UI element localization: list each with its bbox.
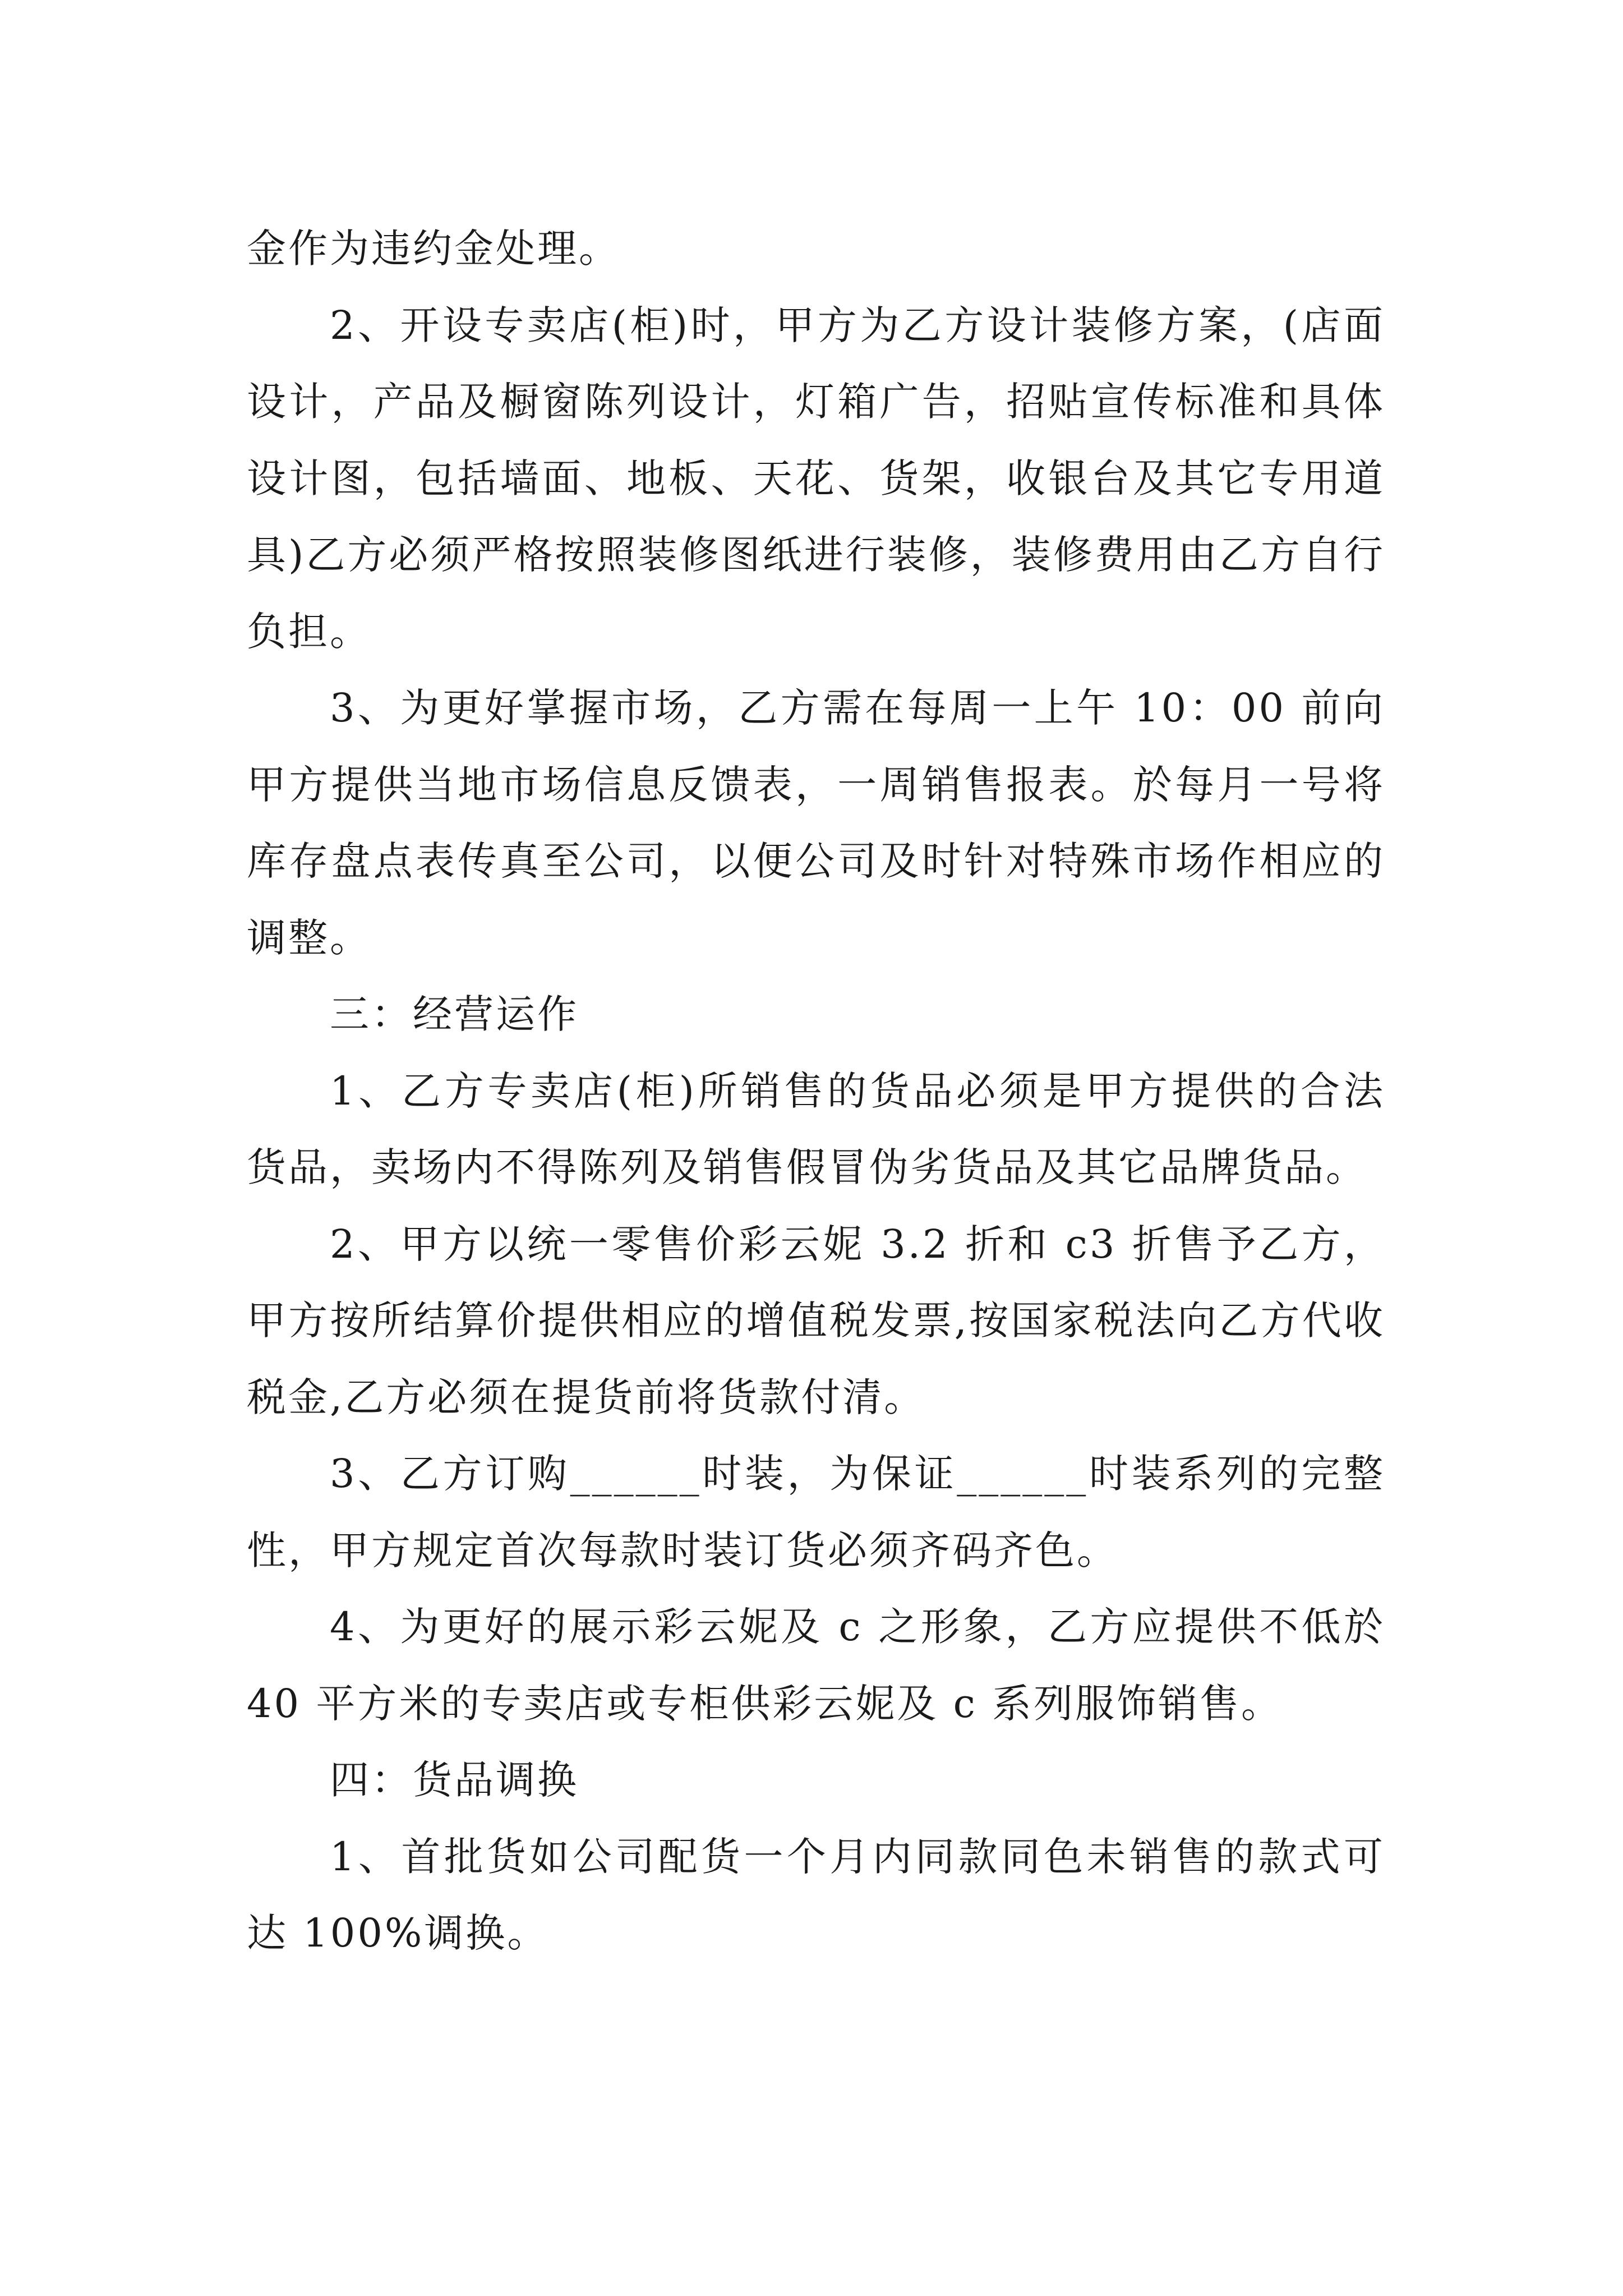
paragraph-operation-2: 2、甲方以统一零售价彩云妮 3.2 折和 c3 折售予乙方，甲方按所结算价提供相应的增值税发票,按国家税法向乙方代收税金,乙方必须在提货前将货款付清。: [247, 1221, 1385, 1420]
paragraph-operation-3: 3、乙方订购______时装，为保证______时装系列的完整性，甲方规定首次每款时装订货必须齐码齐色。: [247, 1451, 1385, 1573]
section-heading-exchange: 四：货品调换: [330, 1757, 579, 1803]
paragraph-clause-2-store-design: 2、开设专卖店(柜)时，甲方为乙方设计装修方案，(店面设计，产品及橱窗陈列设计，灯箱广告，招贴宣传标准和具体设计图，包括墙面、地板、天花、货架，收银台及其它专用道具)乙方必须严格按照装修图纸进行装修，装修费用由乙方自行负担。: [247, 302, 1385, 655]
paragraph-operation-4: 4、为更好的展示彩云妮及 c 之形象，乙方应提供不低於 40 平方米的专卖店或专柜供彩云妮及 c 系列服饰销售。: [247, 1604, 1385, 1727]
paragraph-operation-1: 1、乙方专卖店(柜)所销售的货品必须是甲方提供的合法货品，卖场内不得陈列及销售假冒伪劣货品及其它品牌货品。: [247, 1068, 1385, 1190]
paragraph-clause-3-market-report: 3、为更好掌握市场，乙方需在每周一上午 10：00 前向甲方提供当地市场信息反馈表，一周销售报表。於每月一号将库存盘点表传真至公司，以便公司及时针对特殊市场作相应的调整。: [247, 685, 1385, 961]
paragraph-continuation: 金作为违约金处理。: [247, 226, 620, 272]
paragraph-exchange-1: 1、首批货如公司配货一个月内同款同色未销售的款式可达 100%调换。: [247, 1833, 1385, 1956]
document-body: [247, 210, 1385, 1972]
section-heading-operation: 三：经营运作: [330, 991, 579, 1037]
